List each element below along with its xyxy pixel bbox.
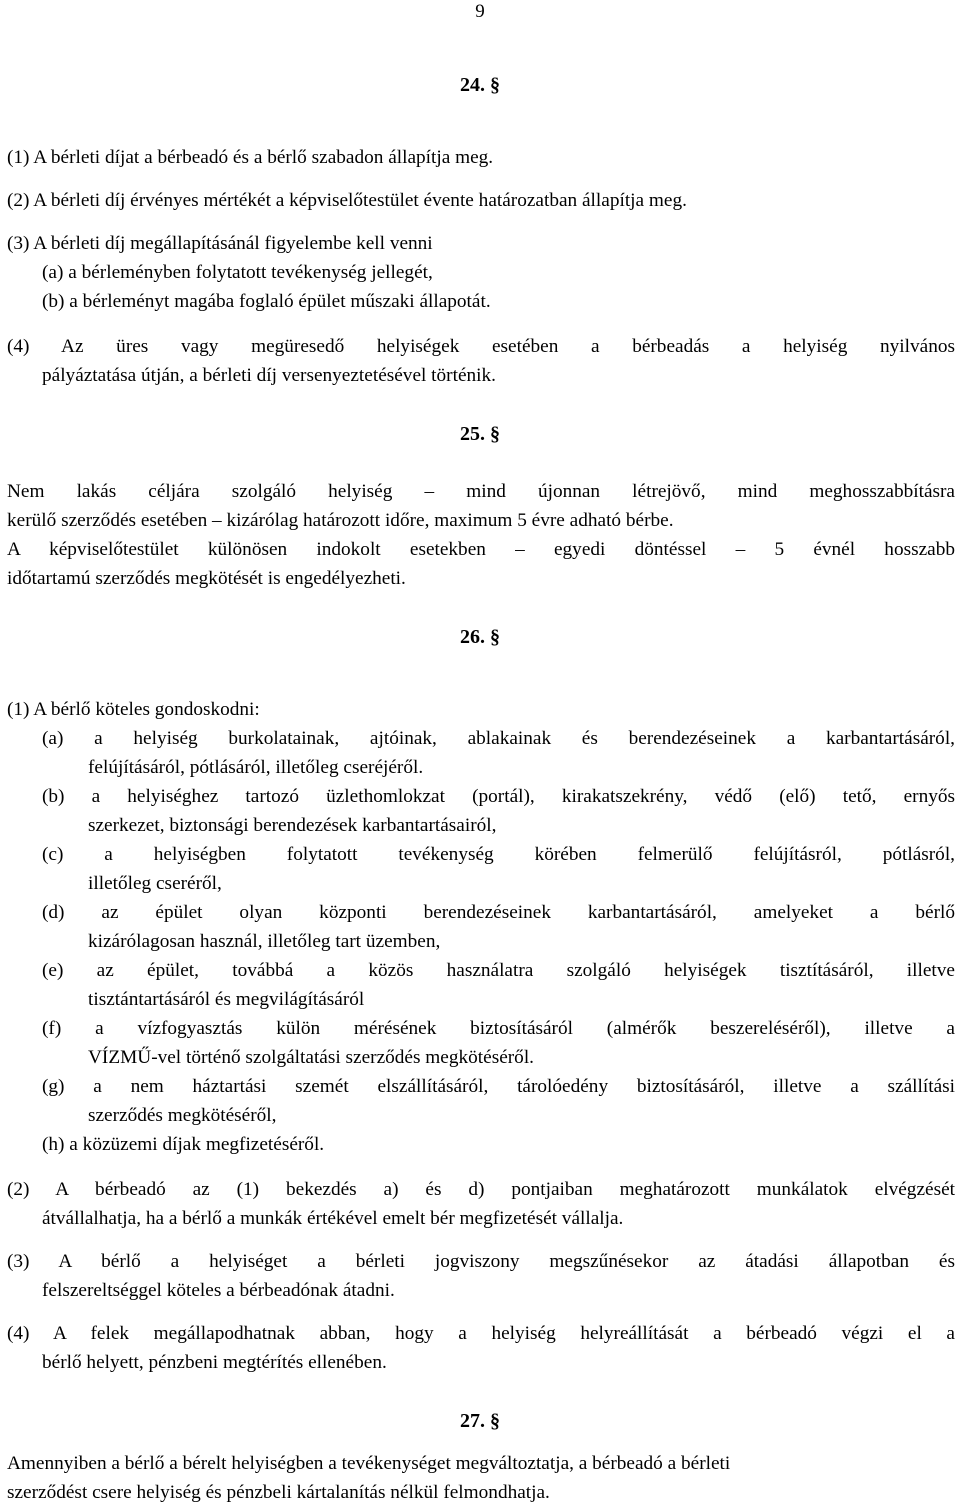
- list-item: (d) az épület olyan központi berendezéseinek karbantartásáról, amelyeket a bérlő: [42, 902, 955, 923]
- paragraph-line: (4) A felek megállapodhatnak abban, hogy a helyiség helyreállítását a bérbeadó végzi el a: [7, 1323, 955, 1344]
- list-item-continuation: tisztántartásáról és megvilágításáról: [88, 989, 365, 1010]
- list-item-continuation: kizárólagosan használ, illetőleg tart üzemben,: [88, 931, 441, 952]
- list-item-continuation: szerződés megkötéséről,: [88, 1105, 277, 1126]
- list-item: (h) a közüzemi díjak megfizetéséről.: [42, 1134, 325, 1155]
- list-item: (c) a helyiségben folytatott tevékenység körében felmerülő felújításról, pótlásról,: [42, 844, 955, 865]
- paragraph-line: felszereltséggel köteles a bérbeadónak átadni.: [42, 1280, 395, 1301]
- list-item-continuation: szerkezet, biztonsági berendezések karbantartásairól,: [88, 815, 497, 836]
- paragraph-line: bérlő helyett, pénzbeni megtérítés ellenében.: [42, 1352, 387, 1373]
- paragraph-line: (2) A bérbeadó az (1) bekezdés a) és d) pontjaiban meghatározott munkálatok elvégzését: [7, 1179, 955, 1200]
- section-heading-26: 26. §: [460, 626, 500, 648]
- section-heading-27: 27. §: [460, 1410, 500, 1432]
- paragraph-line: szerződést csere helyiség és pénzbeli kártalanítás nélkül felmondhatja.: [7, 1482, 550, 1503]
- list-item: (g) a nem háztartási szemét elszállításáról, tárolóedény biztosításáról, illetve a szállítási: [42, 1076, 955, 1097]
- list-item: (f) a vízfogyasztás külön mérésének biztosításáról (almérők beszereléséről), illetve a: [42, 1018, 955, 1039]
- paragraph-line: (1) A bérleti díjat a bérbeadó és a bérlő szabadon állapítja meg.: [7, 147, 494, 168]
- paragraph-line: (3) A bérlő a helyiséget a bérleti jogviszony megszűnésekor az átadási állapotban és: [7, 1251, 955, 1272]
- paragraph-line: időtartamú szerződés megkötését is engedélyezheti.: [7, 568, 406, 589]
- paragraph-line: (1) A bérlő köteles gondoskodni:: [7, 699, 260, 720]
- paragraph-line: (2) A bérleti díj érvényes mértékét a képviselőtestület évente határozatban állapítja meg.: [7, 190, 687, 211]
- list-item: (b) a helyiséghez tartozó üzlethomlokzat (portál), kirakatszekrény, védő (elő) tető, ernyős: [42, 786, 955, 807]
- paragraph-line: (3) A bérleti díj megállapításánál figyelembe kell venni: [7, 233, 433, 254]
- paragraph-line: (4) Az üres vagy megüresedő helyiségek esetében a bérbeadás a helyiség nyilvános: [7, 336, 955, 357]
- section-heading-24: 24. §: [460, 74, 500, 96]
- paragraph-line: pályáztatása útján, a bérleti díj versenyeztetésével történik.: [42, 365, 496, 386]
- list-item-continuation: illetőleg cseréről,: [88, 873, 222, 894]
- list-item-continuation: VÍZMŰ-vel történő szolgáltatási szerződés megkötéséről.: [88, 1047, 535, 1068]
- list-item: (b) a bérleményt magába foglaló épület műszaki állapotát.: [42, 291, 491, 312]
- list-item-continuation: felújításáról, pótlásáról, illetőleg cseréjéről.: [88, 757, 424, 778]
- paragraph-line: Nem lakás céljára szolgáló helyiség – mind újonnan létrejövő, mind meghosszabbításra: [7, 481, 955, 502]
- page-number: 9: [475, 1, 485, 22]
- list-item: (a) a helyiség burkolatainak, ajtóinak, ablakainak és berendezéseinek a karbantartásáról,: [42, 728, 955, 749]
- list-item: (e) az épület, továbbá a közös használatra szolgáló helyiségek tisztításáról, illetve: [42, 960, 955, 981]
- list-item: (a) a bérleményben folytatott tevékenység jellegét,: [42, 262, 433, 283]
- paragraph-line: átvállalhatja, ha a bérlő a munkák értékével emelt bér megfizetését vállalja.: [42, 1208, 624, 1229]
- section-heading-25: 25. §: [460, 423, 500, 445]
- paragraph-line: kerülő szerződés esetében – kizárólag határozott időre, maximum 5 évre adható bérbe.: [7, 510, 674, 531]
- paragraph-line: Amennyiben a bérlő a bérelt helyiségben a tevékenységet megváltoztatja, a bérbeadó a bérleti: [7, 1453, 731, 1474]
- paragraph-line: A képviselőtestület különösen indokolt esetekben – egyedi döntéssel – 5 évnél hosszabb: [7, 539, 955, 560]
